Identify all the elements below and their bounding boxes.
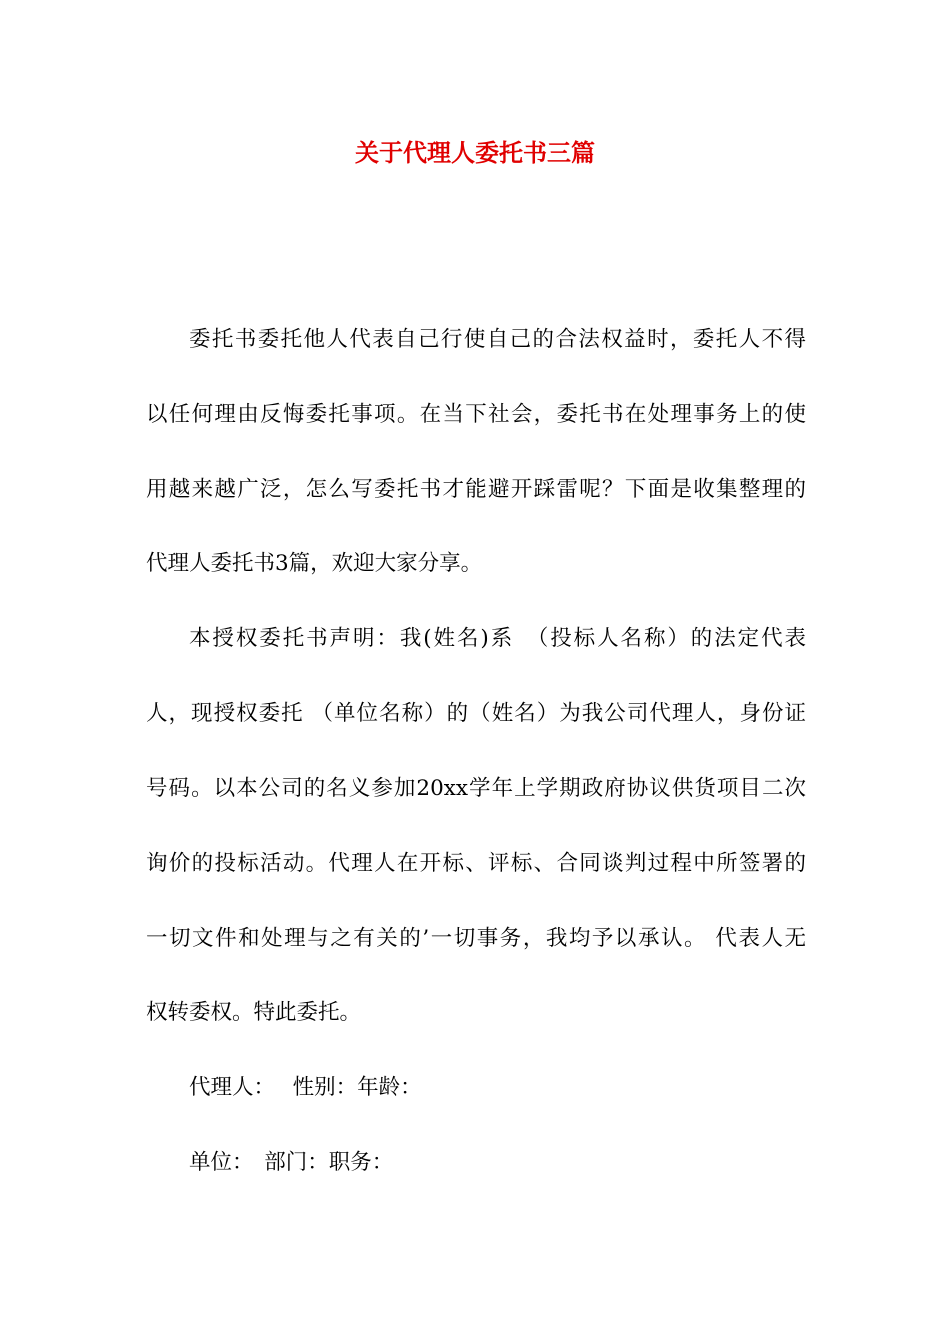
paragraph-2-line-4: 询价的投标活动。代理人在开标、评标、合同谈判过程中所签署的 bbox=[146, 851, 806, 876]
document-title: 关于代理人委托书三篇 bbox=[355, 138, 595, 167]
paragraph-2-line-3: 号码。以本公司的名义参加20xx学年上学期政府协议供货项目二次 bbox=[146, 776, 806, 801]
paragraph-1-line-2: 以任何理由反悔委托事项。在当下社会，委托书在处理事务上的使 bbox=[146, 402, 806, 427]
paragraph-1-line-3: 用越来越广泛，怎么写委托书才能避开踩雷呢？下面是收集整理的 bbox=[146, 477, 806, 502]
paragraph-2-line-2: 人，现授权委托 （单位名称）的（姓名）为我公司代理人，身份证 bbox=[146, 701, 806, 726]
paragraph-2-line-6: 权转委权。特此委托。 bbox=[146, 1000, 362, 1025]
paragraph-2-line-1: 本授权委托书声明：我(姓名)系 （投标人名称）的法定代表 bbox=[189, 626, 806, 651]
unit-fields-line: 单位： 部门：职务： bbox=[189, 1150, 394, 1175]
paragraph-2-line-5: 一切文件和处理与之有关的’一切事务，我均予以承认。 代表人无 bbox=[146, 926, 806, 951]
agent-fields-line: 代理人： 性别：年龄： bbox=[189, 1075, 422, 1100]
paragraph-1-line-1: 委托书委托他人代表自己行使自己的合法权益时，委托人不得 bbox=[189, 327, 806, 352]
paragraph-1-line-4: 代理人委托书3篇，欢迎大家分享。 bbox=[146, 551, 483, 576]
